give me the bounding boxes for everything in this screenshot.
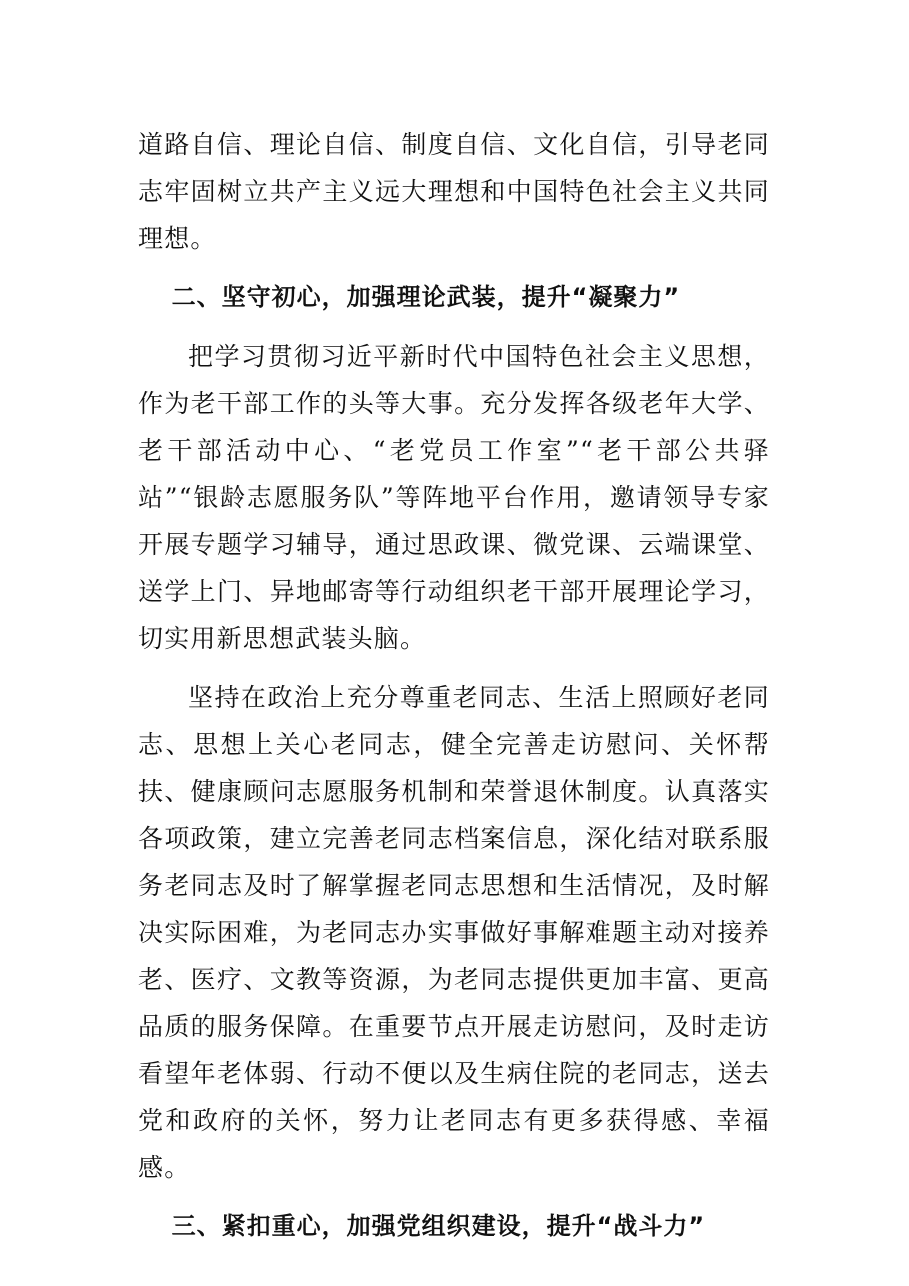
paragraph-theory-study: 把学习贯彻习近平新时代中国特色社会主义思想，作为老干部工作的头等大事。充分发挥各级老年大学、老干部活动中心、“老党员工作室”“老干部公共驿站”“银龄志愿服务队”等阵地平台作用，邀请领导专家开展专题学习辅导，通过思政课、微党课、云端课堂、送学上门、异地邮寄等行动组织老干部开展理论学习，切实用新思想武装头脑。 [138, 342, 770, 653]
document-body [138, 121, 770, 1250]
paragraph-care-service: 坚持在政治上充分尊重老同志、生活上照顾好老同志、思想上关心老同志，健全完善走访慰问、关怀帮扶、健康顾问志愿服务机制和荣誉退休制度。认真落实各项政策，建立完善老同志档案信息，深化结对联系服务老同志及时了解掌握老同志思想和生活情况，及时解决实际困难，为老同志办实事做好事解难题主动对接养老、医疗、文教等资源，为老同志提供更加丰富、更高品质的服务保障。在重要节点开展走访慰问，及时走访看望年老体弱、行动不便以及生病住院的老同志，送去党和政府的关怀，努力让老同志有更多获得感、幸福感。 [138, 683, 770, 1182]
section-heading-3: 三、紧扣重心，加强党组织建设，提升“战斗力” [171, 1212, 706, 1240]
spacer [138, 262, 770, 274]
paragraph-continued: 道路自信、理论自信、制度自信、文化自信，引导老同志牢固树立共产主义远大理想和中国特色社会主义共同理想。 [138, 130, 770, 253]
spacer [138, 321, 770, 333]
section-heading-2: 二、坚守初心，加强理论武装，提升“凝聚力” [171, 283, 681, 311]
spacer [138, 1191, 770, 1203]
spacer [138, 662, 770, 674]
